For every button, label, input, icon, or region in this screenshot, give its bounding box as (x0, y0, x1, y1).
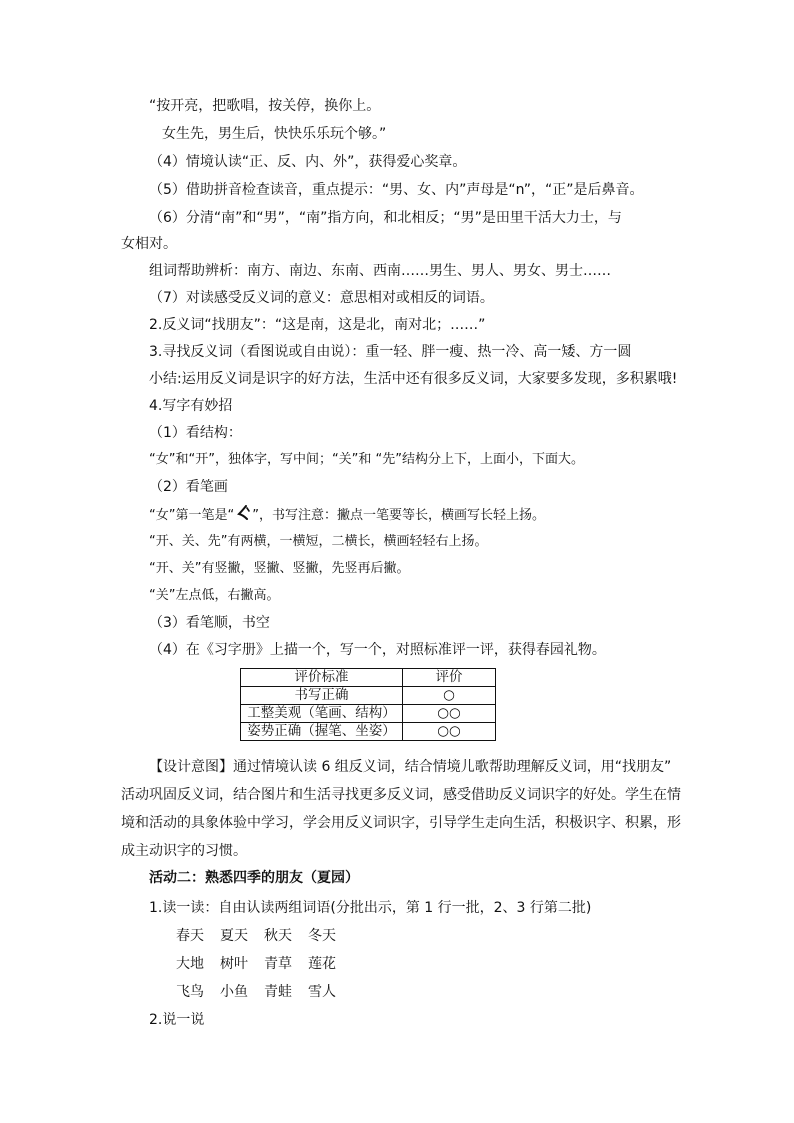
pie-dian-stroke-icon (234, 505, 252, 523)
table-header-cell: 评价标准 (241, 669, 403, 687)
text-line: 成主动识字的习惯。 (121, 843, 247, 859)
text-line: 女相对。 (121, 236, 177, 252)
text-line: （4）在《习字册》上描一个，写一个，对照标准评一评，获得春园礼物。 (149, 642, 606, 658)
text-line: “开、关、先”有两横，一横短，二横长，横画轻轻右上扬。 (149, 534, 488, 549)
text-line: “关”左点低，右撇高。 (149, 588, 280, 603)
text-line: “女”和“开”，独体字，写中间；“关”和 “先”结构分上下，上面小，下面大。 (149, 452, 585, 467)
word: 秋天 (264, 928, 292, 944)
text-line: （4）情境认读“正、反、内、外”，获得爱心奖章。 (149, 154, 467, 170)
word: 春天 (176, 928, 204, 944)
text-line: 女生先，男生后，快快乐乐玩个够。” (162, 126, 387, 142)
table-row (241, 705, 496, 723)
text-line: “按开亮，把歌唱，按关停，换你上。 (149, 98, 381, 114)
word-row (176, 955, 352, 973)
text-line: 3.寻找反义词（看图说或自由说）：重一轻、胖一瘦、热一冷、高一矮、方一圆 (149, 344, 632, 360)
text-line (149, 505, 545, 525)
activity-heading: 活动二：熟悉四季的朋友（夏园） (149, 870, 359, 886)
word: 飞鸟 (176, 984, 204, 1000)
word: 青草 (264, 956, 292, 972)
text-line: 境和活动的具象体验中学习，学会用反义词识字，引导学生走向生活，积极识字、积累，形 (121, 815, 681, 831)
word: 小鱼 (220, 984, 248, 1000)
table-row (241, 687, 496, 705)
word-row (176, 927, 352, 945)
table-cell: ○○ (403, 723, 496, 741)
text-segment: “女”第一笔是“ (149, 508, 235, 523)
table-header-cell: 评价 (403, 669, 496, 687)
text-line: （5）借助拼音检查读音，重点提示：“男、女、内”声母是“n”，“正”是后鼻音。 (149, 182, 644, 198)
table-cell: 书写正确 (241, 687, 403, 705)
text-line: 1.读一读：自由认读两组词语(分批出示，第 1 行一批，2、3 行第二批) (149, 900, 592, 916)
word: 青蛙 (264, 984, 292, 1000)
text-line: “开、关”有竖撇，竖撇、竖撇，先竖再后撇。 (149, 561, 410, 576)
text-line: （7）对读感受反义词的意义：意思相对或相反的词语。 (149, 290, 494, 306)
table-cell: 姿势正确（握笔、坐姿） (241, 723, 403, 741)
word: 冬天 (308, 928, 336, 944)
word: 莲花 (308, 956, 336, 972)
design-intent-paragraph: 【设计意图】通过情境认读 6 组反义词，结合情境儿歌帮助理解反义词，用“找朋友” (149, 759, 672, 775)
table-cell: 工整美观（笔画、结构） (241, 705, 403, 723)
word: 雪人 (308, 984, 336, 1000)
table-row (241, 723, 496, 741)
text-line: （1）看结构： (149, 425, 242, 441)
section-heading: 4.写字有妙招 (149, 398, 233, 414)
table-cell: ○ (403, 687, 496, 705)
text-segment: ”，书写注意：撇点一笔要等长，横画写长轻上扬。 (252, 508, 545, 523)
text-line: 活动巩固反义词，结合图片和生活寻找更多反义词，感受借助反义词识字的好处。学生在情 (121, 787, 681, 803)
text-line: （2）看笔画 (149, 479, 228, 495)
table-header-row (241, 669, 496, 687)
text-line: 2.说一说 (149, 1012, 205, 1028)
text-line: 组词帮助辨析：南方、南边、东南、西南……男生、男人、男女、男士…… (149, 263, 611, 279)
text-line: （6）分清“南”和“男”，“南”指方向，和北相反；“男”是田里干活大力士，与 (149, 210, 622, 226)
word: 夏天 (220, 928, 248, 944)
word: 树叶 (220, 956, 248, 972)
table-cell: ○○ (403, 705, 496, 723)
word-row (176, 983, 352, 1001)
text-line: （3）看笔顺，书空 (149, 615, 270, 631)
evaluation-table (240, 668, 496, 741)
text-line: 2.反义词“找朋友”：“这是南，这是北，南对北；……” (149, 317, 486, 333)
text-line: 小结:运用反义词是识字的好方法，生活中还有很多反义词，大家要多发现，多积累哦! (149, 371, 678, 387)
word: 大地 (176, 956, 204, 972)
